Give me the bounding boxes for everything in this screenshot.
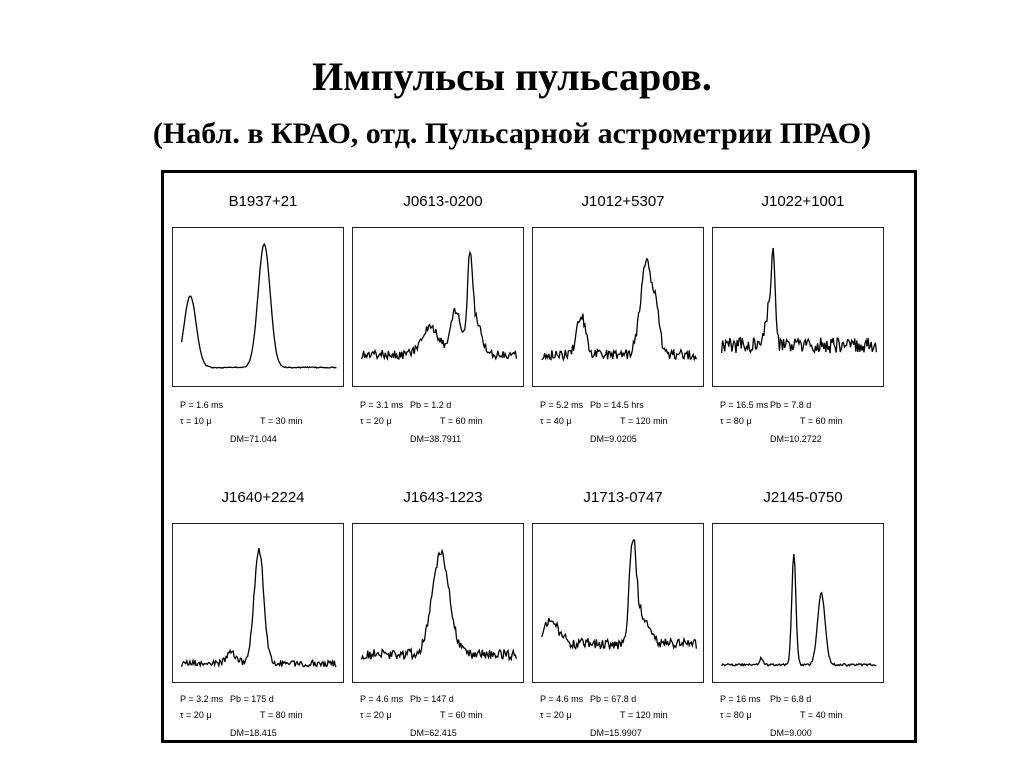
param-pb: Pb = 6.8 d	[770, 694, 812, 704]
param-p: P = 4.6 ms	[540, 694, 584, 704]
pulse-profile-panel	[172, 489, 354, 769]
param-pb: Pb = 1.2 d	[410, 400, 452, 410]
pulse-profile-line	[722, 554, 877, 666]
profile-plot	[173, 228, 345, 388]
param-dm: DM=15.9907	[590, 728, 642, 738]
pulse-profile-line	[362, 252, 517, 359]
pulse-profile-panel	[532, 489, 714, 769]
param-pb: Pb = 147 d	[410, 694, 454, 704]
pulsar-name: J1713-0747	[583, 489, 663, 506]
param-p: P = 3.1 ms	[360, 400, 404, 410]
pulse-profile-line	[542, 540, 697, 649]
param-dm: DM=71.044	[230, 434, 277, 444]
param-t: T = 40 min	[800, 710, 843, 720]
param-tau: τ = 20 μ	[360, 710, 392, 720]
pulse-profiles-frame	[161, 170, 917, 743]
pulse-profile-line	[362, 551, 517, 660]
pulsar-name: J1640+2224	[221, 489, 305, 506]
param-tau: τ = 20 μ	[540, 710, 572, 720]
profile-plot-box	[172, 227, 344, 387]
param-pb: Pb = 7.8 d	[770, 400, 812, 410]
profile-plot	[533, 228, 705, 388]
param-p: P = 1.6 ms	[180, 400, 224, 410]
param-dm: DM=18.415	[230, 728, 277, 738]
pulse-profile-panel	[172, 193, 354, 473]
param-p: P = 4.6 ms	[360, 694, 404, 704]
param-dm: DM=9.0205	[590, 434, 637, 444]
profile-plot	[533, 524, 705, 684]
profile-plot	[713, 524, 885, 684]
param-dm: DM=62.415	[410, 728, 457, 738]
pulsar-name: J2145-0750	[763, 489, 843, 506]
pulse-profile-panel	[352, 489, 534, 769]
param-tau: τ = 80 μ	[720, 710, 752, 720]
pulse-profile-line	[722, 248, 877, 353]
pulse-profile-panel	[712, 193, 894, 473]
param-p: P = 16 ms	[720, 694, 761, 704]
param-t: T = 60 min	[440, 710, 483, 720]
pulsar-name: J1022+1001	[761, 193, 845, 210]
profile-plot-box	[352, 523, 524, 683]
param-pb: Pb = 67.8 d	[590, 694, 637, 704]
param-tau: τ = 80 μ	[720, 416, 752, 426]
param-t: T = 120 min	[620, 710, 668, 720]
pulse-profile-panel	[712, 489, 894, 769]
pulsar-name: B1937+21	[228, 193, 298, 210]
pulsar-name: J0613-0200	[403, 193, 483, 210]
profile-plot-box	[352, 227, 524, 387]
pulse-profile-line	[542, 259, 697, 360]
param-dm: DM=9.000	[770, 728, 812, 738]
profile-plot-box	[532, 523, 704, 683]
pulse-profile-panel	[532, 193, 714, 473]
profile-plot	[353, 524, 525, 684]
param-tau: τ = 10 μ	[180, 416, 212, 426]
param-tau: τ = 40 μ	[540, 416, 572, 426]
param-pb: Pb = 14.5 hrs	[590, 400, 644, 410]
param-p: P = 5.2 ms	[540, 400, 584, 410]
param-t: T = 80 min	[260, 710, 303, 720]
pulse-profile-line	[182, 244, 337, 368]
param-t: T = 30 min	[260, 416, 303, 426]
profile-plot-box	[712, 227, 884, 387]
param-pb: Pb = 175 d	[230, 694, 274, 704]
param-t: T = 60 min	[440, 416, 483, 426]
param-tau: τ = 20 μ	[180, 710, 212, 720]
pulsar-name: J1643-1223	[403, 489, 483, 506]
slide-subtitle: (Набл. в КРАО, отд. Пульсарной астрометрии ПРАО)	[152, 117, 872, 150]
pulsar-name: J1012+5307	[581, 193, 665, 210]
profile-plot	[353, 228, 525, 388]
param-p: P = 3.2 ms	[180, 694, 224, 704]
profile-plot	[713, 228, 885, 388]
profile-plot-box	[172, 523, 344, 683]
param-p: P = 16.5 ms	[720, 400, 769, 410]
pulse-profile-line	[182, 548, 337, 667]
profile-plot-box	[712, 523, 884, 683]
param-dm: DM=38.7911	[410, 434, 462, 444]
param-tau: τ = 20 μ	[360, 416, 392, 426]
param-t: T = 120 min	[620, 416, 668, 426]
param-t: T = 60 min	[800, 416, 843, 426]
param-dm: DM=10.2722	[770, 434, 822, 444]
pulse-profile-panel	[352, 193, 534, 473]
slide-title: Импульсы пульсаров.	[312, 54, 712, 99]
profile-plot	[173, 524, 345, 684]
profile-plot-box	[532, 227, 704, 387]
